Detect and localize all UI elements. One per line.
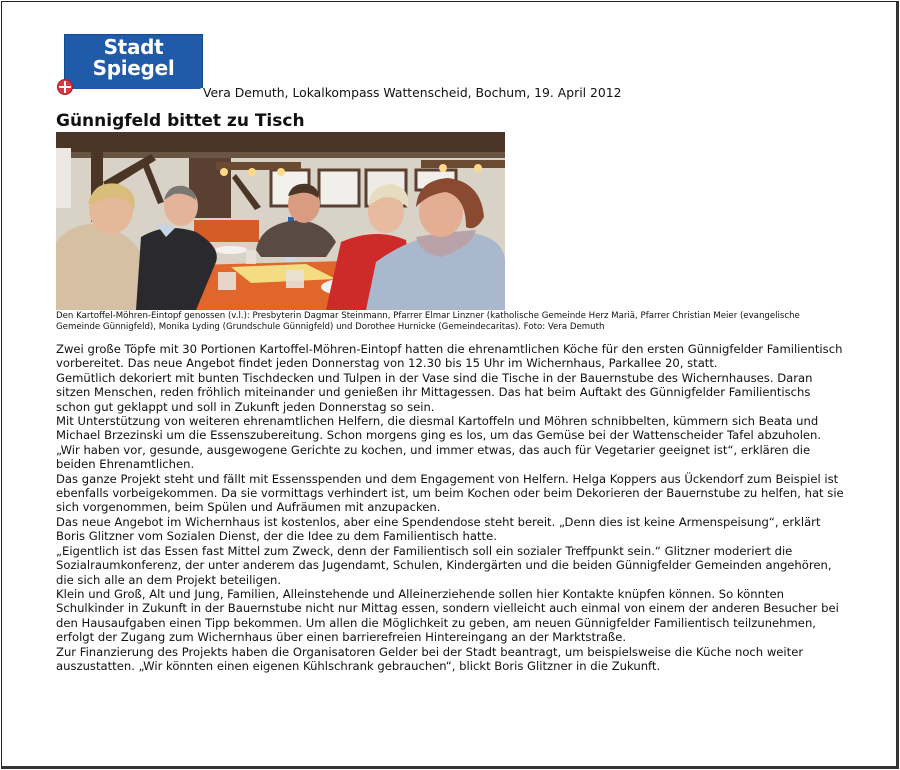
city-seal-icon <box>57 79 73 95</box>
photo-illustration <box>56 132 505 310</box>
paragraph: Zwei große Töpfe mit 30 Portionen Kartoffel-Möhren-Eintopf hatten die ehrenamtlichen Köche für den ersten Günnigfelder Familientisch vorbereitet. Das neue Angebot findet jeden Donnerstag von 12.30 bis 15 Uhr im Wichernhaus, Parkallee 20, statt. <box>56 342 843 371</box>
paragraph: „Eigentlich ist das Essen fast Mittel zum Zweck, denn der Familientisch soll ein sozialer Treffpunkt sein.“ Glitzner moderiert die Sozialraumkonferenz, der unter anderem das Jugendamt, Schulen, Kindergärten und die beiden Günnigfelder Gemeinden angehören, die sich alle an dem Projekt beteiligen. <box>56 543 832 587</box>
ceiling-beam <box>56 132 505 152</box>
paragraph: Klein und Groß, Alt und Jung, Familien, Alleinstehende und Alleinerziehende sollen hier Kontakte knüpfen können. So könnten Schulkinder in Zukunft in der Bauernstube nicht nur Mittag essen, sondern vielleicht auch einmal von einem der anderen Besucher bei den Hausaufgaben einen Tipp bekommen. Um allen die Möglichkeit zu geben, am neuen Günnigfelder Familientisch teilzunehmen, erfolgt der Zugang zum Wichernhaus über einen barrierefreien Hintereingang an der Marktstraße. <box>56 586 839 645</box>
photo-caption: Den Kartoffel-Möhren-Eintopf genossen (v.l.): Presbyterin Dagmar Steinmann, Pfarrer Elmar Linzner (katholische Gemeinde Herz Mariä, Pfarrer Christian Meier (evangelische Gemeinde Günnigfeld), Monika Lyding (Grundschule Günnigfeld) und Dorothee Hurnicke (Gemeindecaritas). Foto: Vera Demuth <box>56 311 800 332</box>
article-body <box>56 342 846 673</box>
paragraph: Gemütlich dekoriert mit bunten Tischdecken und Tulpen in der Vase sind die Tische in der Bauernstube des Wichernhauses. Daran sitzen Menschen, reden fröhlich miteinander und genießen ihr Mittagessen. Das hat beim Auftakt des Günnigfelder Familientischs schon gut geklappt und soll in Zukunft jeden Donnerstag so sein. <box>56 370 813 414</box>
article-photo <box>56 132 505 310</box>
paragraph: Das ganze Projekt steht und fällt mit Essensspenden und dem Engagement von Helfern. Helga Koppers aus Ückendorf zum Beispiel ist ebenfalls vorbeigekommen. Da sie vormittags verhindert ist, um beim Kochen oder beim Dekorieren der Bauernstube zu helfen, hat sie sich vorgenommen, beim Spülen und Aufräumen mit anzupacken. <box>56 471 844 515</box>
paragraph: Das neue Angebot im Wichernhaus ist kostenlos, aber eine Spendendose steht bereit. „Denn dies ist keine Armenspeisung“, erklärt Boris Glitzner vom Sozialen Dienst, der die Idee zu dem Familientisch hatte. <box>56 514 821 544</box>
paragraph: Mit Unterstützung von weiteren ehrenamtlichen Helfern, die diesmal Kartoffeln und Möhren schnibbelten, kümmern sich Beata und Michael Brzezinski um die Essenszubereitung. Schon morgens ging es los, um das Gemüse bei der Wattenscheider Tafel abzuholen. „Wir haben vor, gesunde, ausgewogene Gerichte zu kochen, und immer etwas, das auch für Vegetarier geeignet ist“, erklären die beiden Ehrenamtlichen. <box>56 414 822 472</box>
logo-line-2: Spiegel <box>92 56 175 80</box>
stadtspiegel-logo <box>64 34 203 88</box>
article-headline: Günnigfeld bittet zu Tisch <box>56 111 305 131</box>
logo-line-1: Stadt <box>103 35 164 59</box>
byline: Vera Demuth, Lokalkompass Wattenscheid, Bochum, 19. April 2012 <box>203 85 622 100</box>
logo-underline <box>66 83 202 89</box>
paragraph: Zur Finanzierung des Projekts haben die Organisatoren Gelder bei der Stadt beantragt, um beispielsweise die Küche noch weiter auszustatten. „Wir könnten einen eigenen Kühlschrank gebrauchen“, blickt Boris Glitzner in die Zukunft. <box>56 644 804 673</box>
